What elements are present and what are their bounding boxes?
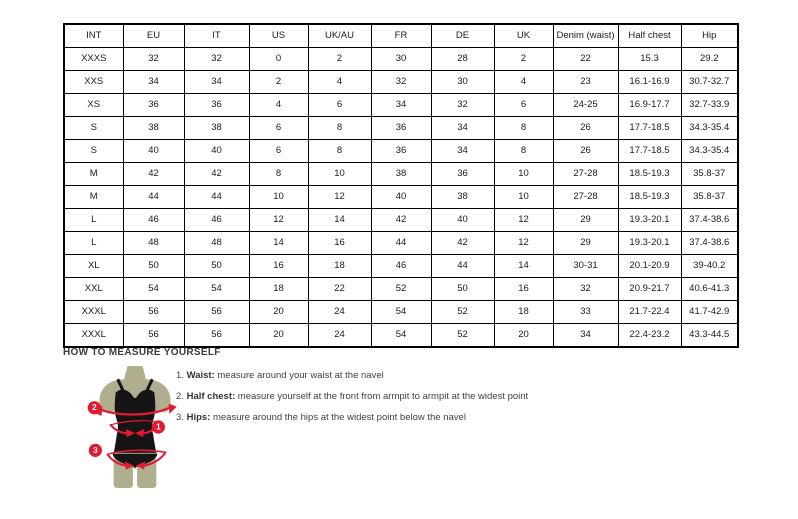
size-row (64, 278, 738, 301)
size-cell: 22 (308, 278, 371, 301)
size-cell: 43.3-44.5 (681, 324, 738, 348)
size-cell: 34 (431, 140, 494, 163)
size-cell: 44 (371, 232, 431, 255)
size-cell: 34 (371, 94, 431, 117)
size-cell: 36 (371, 140, 431, 163)
column-header: US (249, 24, 308, 48)
size-cell: L (64, 209, 123, 232)
size-row (64, 232, 738, 255)
size-cell: XXXS (64, 48, 123, 71)
size-cell: 18.5-19.3 (618, 186, 681, 209)
column-header: INT (64, 24, 123, 48)
size-cell: 6 (494, 94, 553, 117)
size-cell: 37.4-38.6 (681, 209, 738, 232)
size-cell: 0 (249, 48, 308, 71)
size-cell: 16.9-17.7 (618, 94, 681, 117)
measurement-figure (79, 364, 191, 491)
size-cell: 10 (249, 186, 308, 209)
size-cell: 27-28 (553, 163, 618, 186)
size-cell: XL (64, 255, 123, 278)
size-row (64, 186, 738, 209)
size-cell: 21.7-22.4 (618, 301, 681, 324)
size-cell: 36 (123, 94, 184, 117)
size-cell: 32 (431, 94, 494, 117)
size-cell: 8 (308, 140, 371, 163)
size-cell: 32 (371, 71, 431, 94)
size-cell: 34 (184, 71, 249, 94)
size-cell: 20.9-21.7 (618, 278, 681, 301)
column-header: UK (494, 24, 553, 48)
size-cell: 44 (184, 186, 249, 209)
figure-marker-hips (89, 444, 102, 457)
size-cell: 40 (371, 186, 431, 209)
size-cell: 50 (123, 255, 184, 278)
figure-marker-waist (152, 420, 165, 433)
size-cell: 16 (249, 255, 308, 278)
size-cell: 18 (249, 278, 308, 301)
size-cell: 29 (553, 209, 618, 232)
size-cell: 30 (431, 71, 494, 94)
size-cell: 10 (308, 163, 371, 186)
size-cell: S (64, 140, 123, 163)
size-row (64, 255, 738, 278)
size-cell: 56 (123, 301, 184, 324)
size-cell: 38 (371, 163, 431, 186)
size-cell: 8 (494, 117, 553, 140)
size-cell: 44 (123, 186, 184, 209)
size-cell: 42 (123, 163, 184, 186)
size-cell: 28 (431, 48, 494, 71)
size-cell: 34 (123, 71, 184, 94)
size-cell: 19.3-20.1 (618, 232, 681, 255)
size-cell: 19.3-20.1 (618, 209, 681, 232)
column-header: EU (123, 24, 184, 48)
step-label: Waist: (186, 370, 215, 381)
column-header: Half chest (618, 24, 681, 48)
size-row (64, 48, 738, 71)
size-cell: XXXL (64, 324, 123, 348)
step-label: Hips: (186, 412, 211, 423)
size-cell: 18.5-19.3 (618, 163, 681, 186)
measure-steps (176, 370, 528, 433)
size-cell: 42 (371, 209, 431, 232)
size-table (63, 23, 739, 348)
size-cell: 40.6-41.3 (681, 278, 738, 301)
size-cell: 46 (184, 209, 249, 232)
size-cell: 52 (431, 301, 494, 324)
size-cell: 32 (553, 278, 618, 301)
size-cell: 14 (308, 209, 371, 232)
size-cell: 30 (371, 48, 431, 71)
size-cell: 10 (494, 163, 553, 186)
size-cell: 35.8-37 (681, 186, 738, 209)
step-label: Half chest: (186, 391, 236, 402)
size-cell: 50 (184, 255, 249, 278)
size-cell: 24 (308, 301, 371, 324)
size-cell: 56 (184, 301, 249, 324)
size-cell: XS (64, 94, 123, 117)
size-table-head (64, 24, 738, 48)
size-cell: 15.3 (618, 48, 681, 71)
size-cell: 32 (184, 48, 249, 71)
size-cell: 6 (249, 140, 308, 163)
size-cell: 16.1-16.9 (618, 71, 681, 94)
size-cell: 26 (553, 140, 618, 163)
size-cell: 2 (494, 48, 553, 71)
size-cell: 4 (249, 94, 308, 117)
size-cell: 34 (431, 117, 494, 140)
step-text: measure around your waist at the navel (217, 370, 384, 381)
size-cell: 20.1-20.9 (618, 255, 681, 278)
size-cell: 30.7-32.7 (681, 71, 738, 94)
size-row (64, 209, 738, 232)
size-cell: 35.8-37 (681, 163, 738, 186)
size-cell: 39-40.2 (681, 255, 738, 278)
size-cell: 36 (371, 117, 431, 140)
size-cell: 54 (371, 301, 431, 324)
size-cell: 16 (494, 278, 553, 301)
size-cell: 54 (371, 324, 431, 348)
size-cell: 26 (553, 117, 618, 140)
size-row (64, 117, 738, 140)
size-cell: 42 (431, 232, 494, 255)
size-row (64, 71, 738, 94)
size-cell: 6 (308, 94, 371, 117)
size-row (64, 163, 738, 186)
size-cell: 36 (184, 94, 249, 117)
measure-step (176, 412, 528, 424)
step-text: measure around the hips at the widest point below the navel (212, 412, 466, 423)
size-cell: 18 (494, 301, 553, 324)
size-cell: 24-25 (553, 94, 618, 117)
size-cell: 20 (249, 301, 308, 324)
size-row (64, 94, 738, 117)
size-cell: 17.7-18.5 (618, 117, 681, 140)
size-cell: 48 (123, 232, 184, 255)
size-cell: 40 (431, 209, 494, 232)
size-cell: 20 (249, 324, 308, 348)
size-cell: M (64, 163, 123, 186)
size-cell: 40 (184, 140, 249, 163)
measure-step (176, 391, 528, 403)
size-cell: XXXL (64, 301, 123, 324)
size-cell: 38 (123, 117, 184, 140)
step-number: 2. (176, 391, 184, 402)
measure-section-title: HOW TO MEASURE YOURSELF (63, 347, 221, 358)
size-cell: 46 (123, 209, 184, 232)
size-cell: 17.7-18.5 (618, 140, 681, 163)
column-header: UK/AU (308, 24, 371, 48)
size-cell: 8 (249, 163, 308, 186)
size-cell: 16 (308, 232, 371, 255)
size-cell: L (64, 232, 123, 255)
size-cell: M (64, 186, 123, 209)
size-cell: 34.3-35.4 (681, 140, 738, 163)
size-cell: 52 (431, 324, 494, 348)
size-cell: 12 (308, 186, 371, 209)
size-cell: 24 (308, 324, 371, 348)
size-cell: 36 (431, 163, 494, 186)
size-cell: 54 (123, 278, 184, 301)
marker-number-chest: 2 (92, 403, 97, 413)
column-header: Denim (waist) (553, 24, 618, 48)
size-cell: S (64, 117, 123, 140)
size-cell: 34 (553, 324, 618, 348)
size-row (64, 301, 738, 324)
column-header: IT (184, 24, 249, 48)
size-cell: 38 (431, 186, 494, 209)
size-cell: 37.4-38.6 (681, 232, 738, 255)
size-cell: 52 (371, 278, 431, 301)
size-cell: 6 (249, 117, 308, 140)
size-cell: 32 (123, 48, 184, 71)
size-cell: 14 (494, 255, 553, 278)
size-cell: 23 (553, 71, 618, 94)
size-cell: 22.4-23.2 (618, 324, 681, 348)
size-cell: 30-31 (553, 255, 618, 278)
size-cell: 8 (308, 117, 371, 140)
size-cell: 12 (494, 209, 553, 232)
size-cell: 29 (553, 232, 618, 255)
size-cell: 33 (553, 301, 618, 324)
size-cell: 12 (249, 209, 308, 232)
size-cell: 27-28 (553, 186, 618, 209)
size-cell: 2 (308, 48, 371, 71)
marker-number-waist: 1 (156, 422, 161, 432)
size-row (64, 324, 738, 348)
size-cell: 50 (431, 278, 494, 301)
marker-number-hips: 3 (93, 445, 98, 455)
size-row (64, 140, 738, 163)
size-cell: 12 (494, 232, 553, 255)
size-cell: 22 (553, 48, 618, 71)
size-cell: 29.2 (681, 48, 738, 71)
size-cell: 10 (494, 186, 553, 209)
size-cell: 4 (308, 71, 371, 94)
step-number: 3. (176, 412, 184, 423)
size-cell: 42 (184, 163, 249, 186)
figure-marker-chest (88, 401, 101, 414)
size-cell: 41.7-42.9 (681, 301, 738, 324)
size-cell: 14 (249, 232, 308, 255)
size-cell: 4 (494, 71, 553, 94)
step-number: 1. (176, 370, 184, 381)
size-cell: 20 (494, 324, 553, 348)
size-cell: 46 (371, 255, 431, 278)
step-text: measure yourself at the front from armpit to armpit at the widest point (237, 391, 529, 402)
size-cell: 56 (184, 324, 249, 348)
size-cell: 34.3-35.4 (681, 117, 738, 140)
size-cell: 54 (184, 278, 249, 301)
size-cell: 38 (184, 117, 249, 140)
size-cell: 56 (123, 324, 184, 348)
size-cell: 40 (123, 140, 184, 163)
size-cell: 44 (431, 255, 494, 278)
size-cell: 32.7-33.9 (681, 94, 738, 117)
column-header: DE (431, 24, 494, 48)
column-header: FR (371, 24, 431, 48)
size-cell: 18 (308, 255, 371, 278)
size-cell: XXL (64, 278, 123, 301)
column-header: Hip (681, 24, 738, 48)
size-cell: 2 (249, 71, 308, 94)
size-table-body (64, 48, 738, 348)
header-row (64, 24, 738, 48)
measure-step (176, 370, 528, 382)
size-cell: 48 (184, 232, 249, 255)
size-cell: XXS (64, 71, 123, 94)
size-cell: 8 (494, 140, 553, 163)
